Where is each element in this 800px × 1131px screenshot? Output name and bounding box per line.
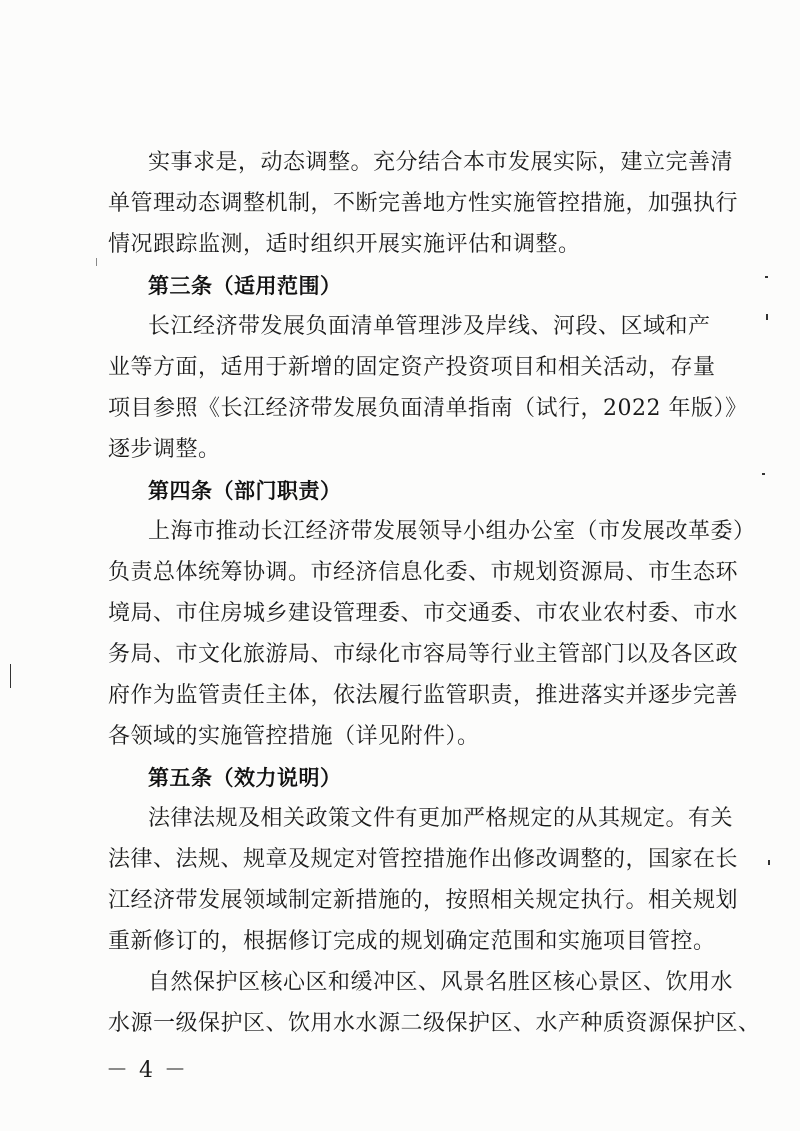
paragraph-line: 上海市推动长江经济带发展领导小组办公室（市发展改革委）: [148, 519, 756, 544]
paragraph-line: 务局、市文化旅游局、市绿化市容局等行业主管部门以及各区政: [108, 642, 739, 667]
paragraph-line: 逐步调整。: [108, 437, 221, 462]
scan-speck: [96, 258, 97, 266]
article-heading: 第三条（适用范围）: [148, 274, 342, 298]
paragraph-line: 单管理动态调整机制，不断完善地方性实施管控措施，加强执行: [108, 191, 739, 216]
paragraph-line: 自然保护区核心区和缓冲区、风景名胜区核心景区、饮用水: [148, 970, 734, 995]
paragraph-line: 负责总体统筹协调。市经济信息化委、市规划资源局、市生态环: [108, 560, 739, 585]
paragraph-line: 长江经济带发展负面清单管理涉及岸线、河段、区域和产: [148, 314, 711, 339]
paragraph-line: 法律法规及相关政策文件有更加严格规定的从其规定。有关: [148, 806, 734, 831]
paragraph-line: 重新修订的，根据修订完成的规划确定范围和实施项目管控。: [108, 929, 716, 954]
scan-speck: [768, 860, 770, 865]
paragraph-line: 法律、法规、规章及规定对管控措施作出修改调整的，国家在长: [108, 847, 739, 872]
article-heading: 第五条（效力说明）: [148, 766, 342, 790]
paragraph-line: 情况跟踪监测，适时组织开展实施评估和调整。: [108, 232, 581, 257]
scan-speck: [766, 314, 768, 320]
scan-speck: [762, 473, 765, 475]
page-number: － 4 －: [106, 1058, 188, 1083]
paragraph-line: 江经济带发展领域制定新措施的，按照相关规定执行。相关规划: [108, 888, 739, 913]
paragraph-line: 实事求是，动态调整。充分结合本市发展实际，建立完善清: [148, 150, 734, 175]
paragraph-line: 境局、市住房城乡建设管理委、市交通委、市农业农村委、市水: [108, 601, 739, 626]
article-heading: 第四条（部门职责）: [148, 479, 342, 503]
paragraph-line: 项目参照《长江经济带发展负面清单指南（试行，2022 年版）》: [108, 396, 748, 421]
scan-speck: [10, 664, 11, 688]
paragraph-line: 各领域的实施管控措施（详见附件）。: [108, 724, 480, 749]
paragraph-line: 府作为监管责任主体，依法履行监管职责，推进落实并逐步完善: [108, 683, 739, 708]
paragraph-line: 业等方面，适用于新增的固定资产投资项目和相关活动，存量: [108, 355, 716, 380]
paragraph-line: 水源一级保护区、饮用水水源二级保护区、水产种质资源保护区、: [108, 1011, 761, 1036]
scan-speck: [765, 276, 768, 278]
